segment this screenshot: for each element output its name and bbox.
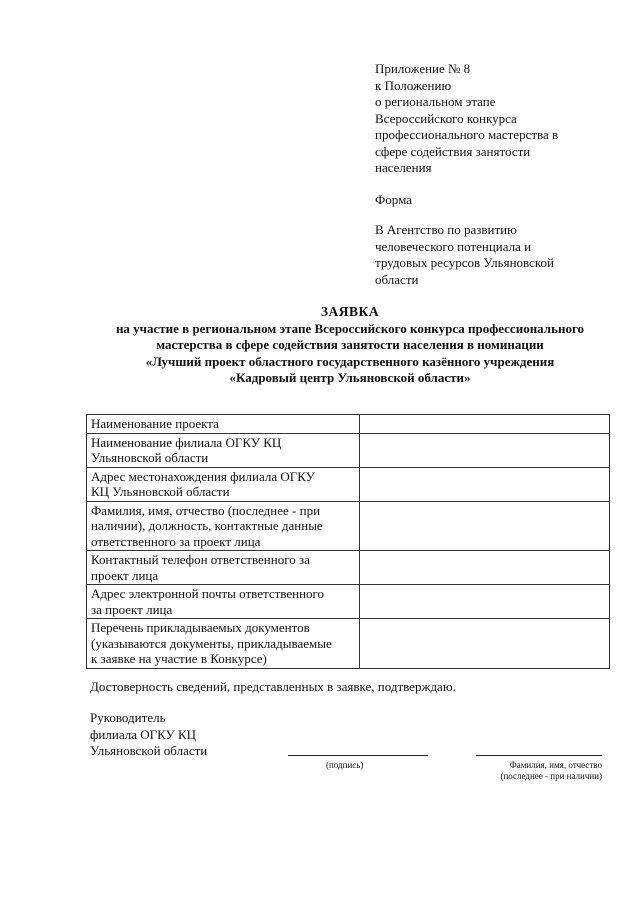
- addressee-line: трудовых ресурсов Ульяновской: [375, 255, 554, 270]
- signer-line: филиала ОГКУ КЦ: [90, 726, 197, 742]
- appendix-line: к Положению: [375, 77, 452, 93]
- title-main: ЗАЯВКА: [320, 304, 380, 319]
- table-row: [87, 551, 610, 585]
- signer-line: Ульяновской области: [90, 743, 208, 758]
- field-label: Адрес местонахождения филиала ОГКУ: [91, 468, 315, 484]
- field-label: проект лица: [91, 567, 159, 583]
- signer-block: [90, 710, 207, 760]
- table-row: [87, 501, 610, 551]
- table-row: [87, 433, 610, 467]
- appendix-line: профессионального мастерства в: [375, 127, 559, 142]
- title-line: «Кадровый центр Ульяновской области»: [229, 370, 471, 385]
- field-label: (указываются документы, прикладываемые: [91, 635, 332, 651]
- field-value-cell[interactable]: [359, 415, 609, 434]
- field-label-cell: [87, 619, 360, 669]
- field-value-cell[interactable]: [359, 551, 609, 585]
- appendix-line: сфере содействия занятости: [375, 143, 531, 159]
- field-label-cell: [87, 585, 360, 619]
- field-label: Перечень прикладываемых документов: [91, 620, 310, 635]
- field-label-cell: [87, 467, 360, 501]
- form-label: Форма: [375, 192, 412, 207]
- table-row: [87, 619, 610, 669]
- field-label: ответственного за проект лица: [91, 533, 261, 549]
- field-label: Ульяновской области: [91, 450, 209, 465]
- title-line: мастерства в сфере содействия занятости населения в номинации: [156, 337, 544, 352]
- field-label-cell: [87, 415, 360, 434]
- title-line: на участие в региональном этапе Всероссийского конкурса профессионального: [115, 320, 585, 336]
- appendix-line: Приложение № 8: [375, 61, 471, 76]
- table-row: [87, 467, 610, 501]
- full-name-caption-line: (последнее - при наличии): [500, 771, 602, 781]
- signature-caption: (подпись): [326, 760, 364, 770]
- field-label: наличии), должность, контактные данные: [91, 518, 323, 533]
- table-row: [87, 415, 610, 434]
- field-label: Адрес электронной почты ответственного: [91, 586, 325, 601]
- full-name-caption-line: Фамилия, имя, отчество: [509, 760, 602, 770]
- field-label: Наименование филиала ОГКУ КЦ: [91, 434, 282, 450]
- full-name-caption: [482, 760, 602, 782]
- field-label: Фамилия, имя, отчество (последнее - при: [91, 502, 321, 518]
- field-label: КЦ Ульяновской области: [91, 484, 230, 499]
- full-name-line[interactable]: [476, 755, 602, 756]
- field-label: Наименование проекта: [91, 416, 219, 431]
- appendix-line: о региональном этапе: [375, 94, 496, 109]
- document-title: [60, 304, 640, 387]
- signer-line: Руководитель: [90, 710, 166, 725]
- field-label: Контактный телефон ответственного за: [91, 552, 310, 567]
- field-value-cell[interactable]: [359, 467, 609, 501]
- appendix-header: [375, 61, 615, 177]
- addressee-line: человеческого потенциала и: [375, 238, 532, 254]
- field-label: за проект лица: [91, 601, 173, 617]
- field-value-cell[interactable]: [359, 433, 609, 467]
- confirmation-statement: Достоверность сведений, представленных в заявке, подтверждаю.: [90, 679, 456, 694]
- field-label-cell: [87, 433, 360, 467]
- field-label-cell: [87, 501, 360, 551]
- addressee-block: [375, 222, 615, 288]
- title-line: «Лучший проект областного государственного казённого учреждения: [145, 353, 555, 369]
- appendix-line: Всероссийского конкурса: [375, 110, 517, 126]
- table-row: [87, 585, 610, 619]
- field-value-cell[interactable]: [359, 619, 609, 669]
- application-form-table: [86, 414, 610, 669]
- signature-line[interactable]: [288, 755, 428, 756]
- addressee-line: В Агентство по развитию: [375, 222, 517, 237]
- addressee-line: области: [375, 271, 419, 287]
- field-label: к заявке на участие в Конкурсе): [91, 651, 267, 666]
- field-value-cell[interactable]: [359, 585, 609, 619]
- field-label-cell: [87, 551, 360, 585]
- field-value-cell[interactable]: [359, 501, 609, 551]
- appendix-line: населения: [375, 160, 432, 175]
